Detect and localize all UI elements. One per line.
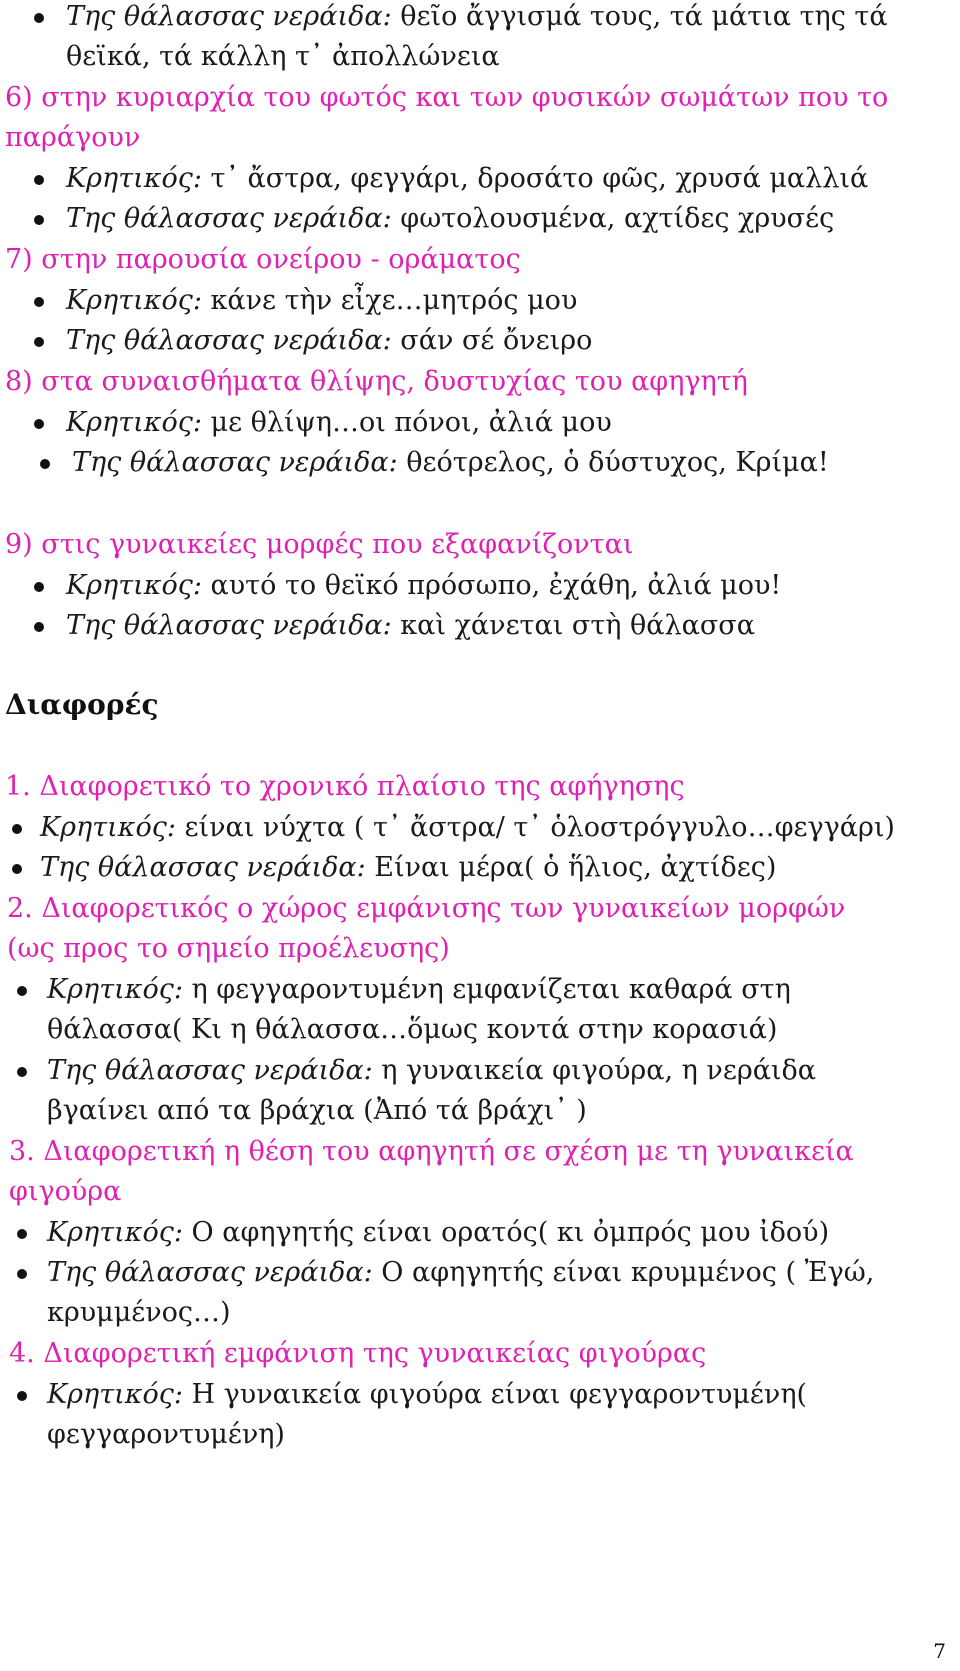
bullet-icon — [34, 297, 44, 307]
list-item: Της θάλασσας νεράιδα: θεῖο ἄγγισμά τους, τά μάτια της τά — [66, 1, 888, 32]
bullet-icon — [17, 1229, 27, 1239]
list-item: Κρητικός: Ο αφηγητής είναι ορατός( κι ὀμπρός μου ἰδού) — [47, 1217, 830, 1248]
list-item: Της θάλασσας νεράιδα: η γυναικεία φιγούρα, η νεράιδα — [47, 1055, 817, 1086]
list-item: Κρητικός: Η γυναικεία φιγούρα είναι φεγγαροντυμένη( — [47, 1379, 808, 1410]
list-item: Της θάλασσας νεράιδα: σάν σέ ὄνειρο — [66, 325, 593, 356]
list-item: Κρητικός: η φεγγαροντυμένη εμφανίζεται καθαρά στη — [47, 974, 791, 1005]
list-item-continuation: θεϊκά, τά κάλλη τ᾽ ἀπολλώνεια — [66, 41, 500, 72]
list-item: Της θάλασσας νεράιδα: Ο αφηγητής είναι κρυμμένος ( Ἐγώ, — [47, 1257, 875, 1288]
section-heading: (ως προς το σημείο προέλευσης) — [7, 933, 450, 964]
list-item: Κρητικός: αυτό το θεϊκό πρόσωπο, ἐχάθη, ἀλιά μου! — [66, 570, 782, 601]
bullet-icon — [12, 864, 22, 874]
section-heading: 2. Διαφορετικός ο χώρος εμφάνισης των γυναικείων μορφών — [7, 893, 846, 924]
bullet-icon — [34, 622, 44, 632]
page-number: 7 — [933, 1639, 946, 1663]
bullet-icon — [17, 986, 27, 996]
bullet-icon — [34, 419, 44, 429]
bullet-icon — [34, 582, 44, 592]
list-item: Της θάλασσας νεράιδα: καὶ χάνεται στὴ θάλασσα — [66, 610, 755, 641]
bullet-icon — [12, 824, 22, 834]
section-heading: 3. Διαφορετική η θέση του αφηγητή σε σχέση με τη γυναικεία — [9, 1136, 854, 1167]
bullet-icon — [34, 175, 44, 185]
bullet-icon — [40, 459, 50, 469]
list-item: Κρητικός: είναι νύχτα ( τ᾽ ἄστρα/ τ᾽ ὁλοστρόγγυλο…φεγγάρι) — [40, 812, 895, 843]
list-item: Της θάλασσας νεράιδα: Είναι μέρα( ὁ ἥλιος, ἀχτίδες) — [40, 852, 777, 883]
bullet-icon — [34, 215, 44, 225]
bullet-icon — [17, 1391, 27, 1401]
section-heading: 6) στην κυριαρχία του φωτός και των φυσικών σωμάτων που το — [5, 82, 889, 113]
list-item: Κρητικός: με θλίψη…οι πόνοι, ἀλιά μου — [66, 407, 612, 438]
section-heading: 1. Διαφορετικό το χρονικό πλαίσιο της αφήγησης — [5, 771, 685, 802]
list-item-continuation: βγαίνει από τα βράχια (Ἀπό τά βράχι᾽ ) — [47, 1095, 587, 1126]
section-heading: φιγούρα — [9, 1176, 122, 1207]
section-heading: 7) στην παρουσία ονείρου - οράματος — [5, 244, 521, 275]
list-item-continuation: θάλασσα( Κι η θάλασσα…ὅμως κοντά στην κορασιά) — [47, 1014, 778, 1045]
bullet-icon — [34, 337, 44, 347]
list-item: Κρητικός: κάνε τὴν εἶχε…μητρός μου — [66, 285, 578, 316]
list-item: Της θάλασσας νεράιδα: θεότρελος, ὁ δύστυχος, Κρίμα! — [72, 447, 829, 478]
section-heading: 9) στις γυναικείες μορφές που εξαφανίζονται — [5, 529, 634, 560]
section-heading: παράγουν — [5, 122, 141, 153]
list-item: Της θάλασσας νεράιδα: φωτολουσμένα, αχτίδες χρυσές — [66, 203, 835, 234]
list-item-continuation: κρυμμένος…) — [47, 1297, 231, 1328]
page-heading: Διαφορές — [5, 688, 159, 721]
list-item-continuation: φεγγαροντυμένη) — [47, 1419, 285, 1450]
bullet-icon — [17, 1269, 27, 1279]
section-heading: 4. Διαφορετική εμφάνιση της γυναικείας φιγούρας — [9, 1338, 707, 1369]
list-item: Κρητικός: τ᾽ ἄστρα, φεγγάρι, δροσάτο φῶς, χρυσά μαλλιά — [66, 163, 869, 194]
section-heading: 8) στα συναισθήματα θλίψης, δυστυχίας του αφηγητή — [5, 366, 748, 397]
bullet-icon — [34, 13, 44, 23]
bullet-icon — [17, 1067, 27, 1077]
